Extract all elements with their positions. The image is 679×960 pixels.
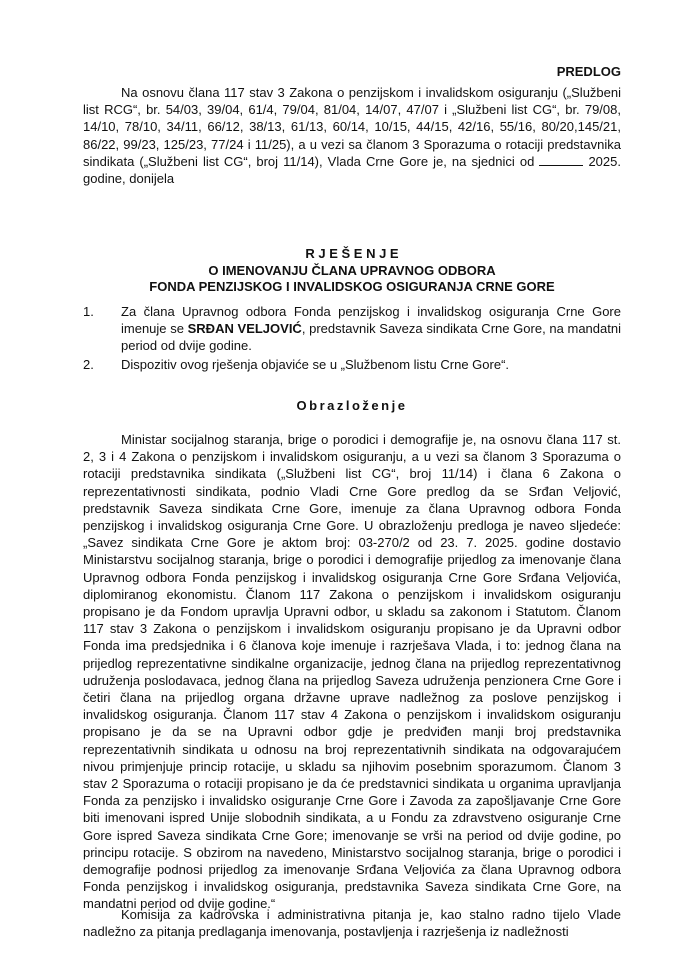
item-text-end: , predstavnik Saveza sindikata Crne Gore, na mandatni period od dvije godine. [121,321,621,354]
intro-paragraph [83,84,621,187]
title-line-3: FONDA PENZIJSKOG I INVALIDSKOG OSIGURANJA CRNE GORE [149,279,555,294]
item-text: Za člana Upravnog odbora Fonda penzijskog i invalidskog osiguranja Crne Gore imenuje se [121,304,621,337]
explanation-heading: Obrazloženje [296,398,408,413]
appointee-name: SRĐAN VELJOVIĆ [187,321,302,337]
intro-text-end: 2025. godine, donijela [83,153,621,187]
list-item [83,356,621,373]
item-number: 1. [83,304,94,319]
intro-text: Na osnovu člana 117 stav 3 Zakona o penzijskom i invalidskom osiguranju („Službeni list RCG“, br. 54/03, 39/04, 61/4, 79/04, 81/04, 14/07, 47/07 i „Službeni list CG“, br. 79/08, 14/10, 78/10, 34/11, 66/12, 38/13, 61/13, 60/14, 10/15, 44/15, 42/16, 55/16, 80/20,145/21, 86/22, 99/23, 125/23, 77/24 i 11/25), a u vezi sa članom 3 Sporazuma o rotaciji predstavnika sindikata („Službeni list CG“, broj 11/14), Vlada Crne Gore je, na sjednici od [83,85,621,169]
title-line-1: R J E Š E N J E [305,246,399,261]
date-blank [539,155,583,166]
item-number: 2. [83,356,94,372]
explanation-paragraph-1: Ministar socijalnog staranja, brige o porodici i demografije je, na osnovu člana 117 st. 2, 3 i 4 Zakona o penzijskom i invalidskom osiguranju, a u vezi sa članom 3 Sporazuma o rotaciji predstavnika sindikata („Službeni list CG“, broj 11/14) i člana 6 Zakona o reprezentativnosti sindikata, podnio Vladi Crne Gore predlog da se Srđan Veljović, predstavnik Saveza sindikata Crne Gore, imenuje za člana Upravnog odbora Fonda penzijskog i invalidskog osiguranja Crne Gore. U obrazloženju predloga je naveo sljedeće: „Savez sindikata Crne Gore je aktom broj: 03-270/2 od 23. 7. 2025. godine dostavio Ministarstvu socijalnog staranja, brige o porodici i demografije prijedlog za imenovanje člana Upravnog odbora Fonda penzijskog i invalidskog osiguranja Crne Gore Srđana Veljovića, diplomiranog ekonomistu. Članom 117 Zakona o penzijskom i invalidskom osiguranju propisano je da Fondom upravlja Upravni odbor, u skladu sa zakonom i Statutom. Članom 117 stav 3 Zakona o penzijskom i invalidskom osiguranju propisano je da Upravni odbor Fonda ima predsjednika i 6 članova koje imenuje i razrješava Vlada, i to: jednog člana na prijedlog reprezentativne sindikalne organizacije, jednog člana na prijedlog reprezentativnog udruženja poslodavaca, jednog člana na prijedlog Saveza udruženja penzionera Crne Gore i četiri člana na prijedlog organa državne uprave nadležnog za poslove penzijskog i invalidskog osiguranja. Članom 117 stav 4 Zakona o penzijskom i invalidskom osiguranju propisano je da se na Upravni odbor gdje je predviđen manji broj predstavnika reprezentativnih sindikata u odnosu na broj reprezentativnih sindikata na odgovarajućem nivou primjenjuje princip rotacije, u skladu sa njihovim posebnim sporazumom. Članom 3 stav 2 Sporazuma o rotaciji propisano je da će predstavnici sindikata u organima upravljanja Fonda za penzijsko i invalidsko osiguranje Crne Gore i Zavoda za zapošljavanje Crne Gore biti imenovani ispred Unije slobodnih sindikata, a u Fondu za zdravstveno osiguranje Crne Gore ispred Saveza sindikata Crne Gore; imenovanje se vrši na period od dvije godine, po principu rotacije. S obzirom na navedeno, Ministarstvo socijalnog staranja, brige o porodici i demografije podnosi prijedlog za imenovanje Srđana Veljovića za člana Upravnog odbora Fonda penzijskog i invalidskog osiguranja, predstavnika Saveza sindikata Crne Gore, na mandatni period od dvije godine.“ [83,432,621,912]
title-line-2: O IMENOVANJU ČLANA UPRAVNOG ODBORA [208,262,496,278]
list-item [83,303,621,355]
proposal-label: PREDLOG [556,64,621,79]
explanation-paragraph-2: Komisija za kadrovska i administrativna pitanja je, kao stalno radno tijelo Vlade nadležno za pitanja predlaganja imenovanja, postavljenja i razrješenja iz nadležnosti [83,907,621,940]
decision-title [83,246,621,296]
item-text: Dispozitiv ovog rješenja objaviće se u „Službenom listu Crne Gore“. [121,356,510,372]
decision-items [83,303,621,373]
